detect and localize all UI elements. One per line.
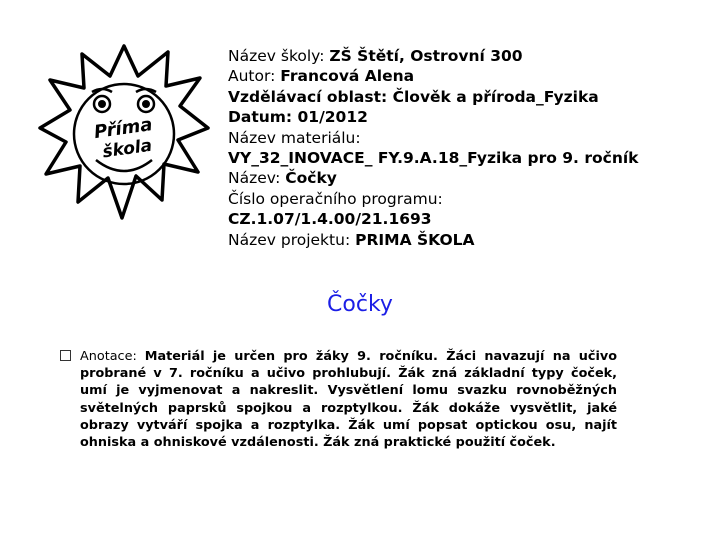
- school-logo: [38, 42, 210, 222]
- annotation: [80, 348, 617, 451]
- annotation-label: Anotace:: [80, 349, 145, 364]
- document-info: [228, 46, 698, 250]
- info-name: Název: Čočky: [228, 169, 337, 188]
- info-programme-number: CZ.1.07/1.4.00/21.1693: [228, 210, 432, 229]
- info-programme-label: Číslo operačního programu:: [228, 189, 443, 208]
- logo-text-line1: Příma: [92, 114, 154, 144]
- info-material-label: Název materiálu:: [228, 128, 361, 147]
- logo-text-line2: škola: [101, 135, 154, 163]
- info-author: Autor: Francová Alena: [228, 67, 415, 86]
- slide-title: Čočky: [327, 292, 393, 317]
- info-project: Název projektu: PRIMA ŠKOLA: [228, 230, 475, 249]
- info-school: Název školy: ZŠ Štětí, Ostrovní 300: [228, 47, 523, 65]
- info-area: Vzdělávací oblast: Člověk a příroda_Fyzika: [228, 87, 599, 106]
- annotation-text: Materiál je určen pro žáky 9. ročníku. Žáci navazují na učivo probrané v 7. ročníku a učivo prohlubují. Žák zná základní typy čoček, umí je vyjmenovat a nakreslit. Vysvětlení lomu svazku rovnoběžných světelných paprsků spojkou a rozptylkou. Žák dokáže vysvětlit, jaké obrazy vytváří spojka a rozptylka. Žák umí popsat optickou osu, najít ohniska a ohniskové vzdálenosti. Žák zná praktické použití čoček.: [80, 349, 618, 451]
- bullet-icon: [60, 350, 71, 361]
- info-material-code: VY_32_INOVACE_ FY.9.A.18_Fyzika pro 9. ročník: [228, 149, 639, 168]
- info-date: Datum: 01/2012: [228, 108, 368, 127]
